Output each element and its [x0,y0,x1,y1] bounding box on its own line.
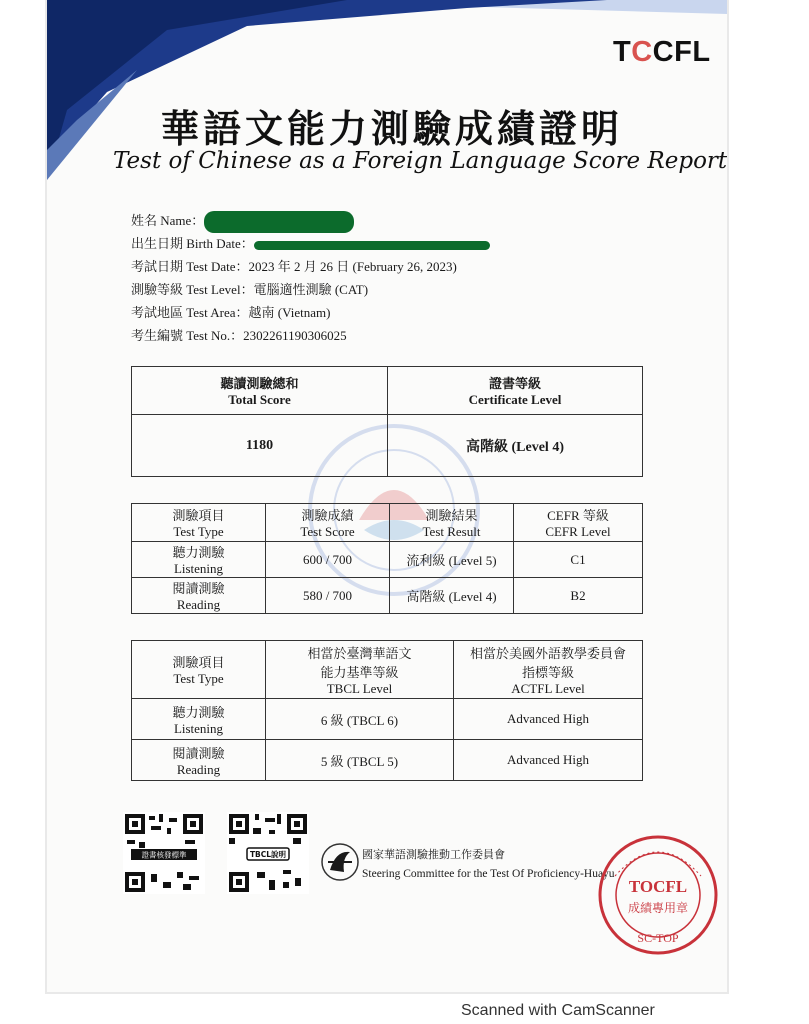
header-test-type: 測驗項目 Test Type [132,504,266,542]
row-actfl: Advanced High [454,740,643,781]
row-test-score: 600 / 700 [266,542,390,578]
row-test-type: 閱讀測驗 Reading [132,578,266,614]
header-actfl-level: 相當於美國外語教學委員會 指標等級 ACTFL Level [454,641,643,699]
certificate-level-header: 證書等級 Certificate Level [388,367,643,415]
header-cefr-level: CEFR 等級 CEFR Level [514,504,643,542]
table-row [132,740,643,781]
camscanner-watermark: Scanned with CamScanner [461,1002,655,1019]
header-test-result: 測驗結果 Test Result [390,504,514,542]
summary-table [131,366,643,477]
name-redaction [204,211,354,233]
title-english: Test of Chinese as a Foreign Language Score Report [113,148,727,174]
table-row [132,542,643,578]
test-area-row: 考試地區 Test Area：越南 (Vietnam) [131,305,331,320]
header-test-type: 測驗項目 Test Type [132,641,266,699]
row-test-type: 聽力測驗 Listening [132,699,266,740]
tocfl-logo: TCCFL [613,36,711,68]
title-chinese: 華語文能力測驗成績證明 [161,106,624,151]
committee-name-en: Steering Committee for the Test Of Proficiency-Huayu [362,868,615,880]
committee-name-zh: 國家華語測驗推動工作委員會 [362,849,505,861]
test-level-row: 測驗等級 Test Level：電腦適性測驗 (CAT) [131,282,369,297]
qr-code-icon [227,812,309,894]
detail-table [131,503,643,614]
score-report-page [47,0,727,992]
header-test-score: 測驗成績 Test Score [266,504,390,542]
birth-row: 出生日期 Birth Date： [131,232,490,255]
test-no-row: 考生編號 Test No.：2302261190306025 [131,328,347,343]
table-row [132,699,643,740]
svg-text:證書核發標準: 證書核發標準 [141,850,187,860]
row-test-result: 流利級 (Level 5) [390,542,514,578]
equivalence-table [131,640,643,781]
row-tbcl: 6 級 (TBCL 6) [266,699,454,740]
row-test-score: 580 / 700 [266,578,390,614]
svg-text:SC-TOP: SC-TOP [637,931,679,945]
row-cefr: C1 [514,542,643,578]
total-score-header: 聽讀測驗總和 Total Score [132,367,388,415]
svg-text:TBCL說明: TBCL說明 [249,850,287,859]
row-actfl: Advanced High [454,699,643,740]
row-cefr: B2 [514,578,643,614]
row-tbcl: 5 級 (TBCL 5) [266,740,454,781]
header-tbcl-level: 相當於臺灣華語文 能力基準等級 TBCL Level [266,641,454,699]
candidate-info [131,209,490,347]
name-row: 姓名 Name： [131,209,490,232]
table-row [132,578,643,614]
row-test-type: 聽力測驗 Listening [132,542,266,578]
svg-text:成績專用章: 成績專用章 [627,901,689,915]
total-score-value: 1180 [132,415,388,477]
committee-emblem-icon [320,842,360,882]
test-date-row: 考試日期 Test Date：2023 年 2 月 26 日 (February 26, 2023) [131,259,457,274]
svg-text:TOCFL: TOCFL [628,877,688,896]
certificate-level-value: 高階級 (Level 4) [388,415,643,477]
row-test-type: 閱讀測驗 Reading [132,740,266,781]
row-test-result: 高階級 (Level 4) [390,578,514,614]
official-seal-icon [595,832,721,958]
qr-code-icon [123,812,205,894]
birth-redaction [254,241,490,250]
